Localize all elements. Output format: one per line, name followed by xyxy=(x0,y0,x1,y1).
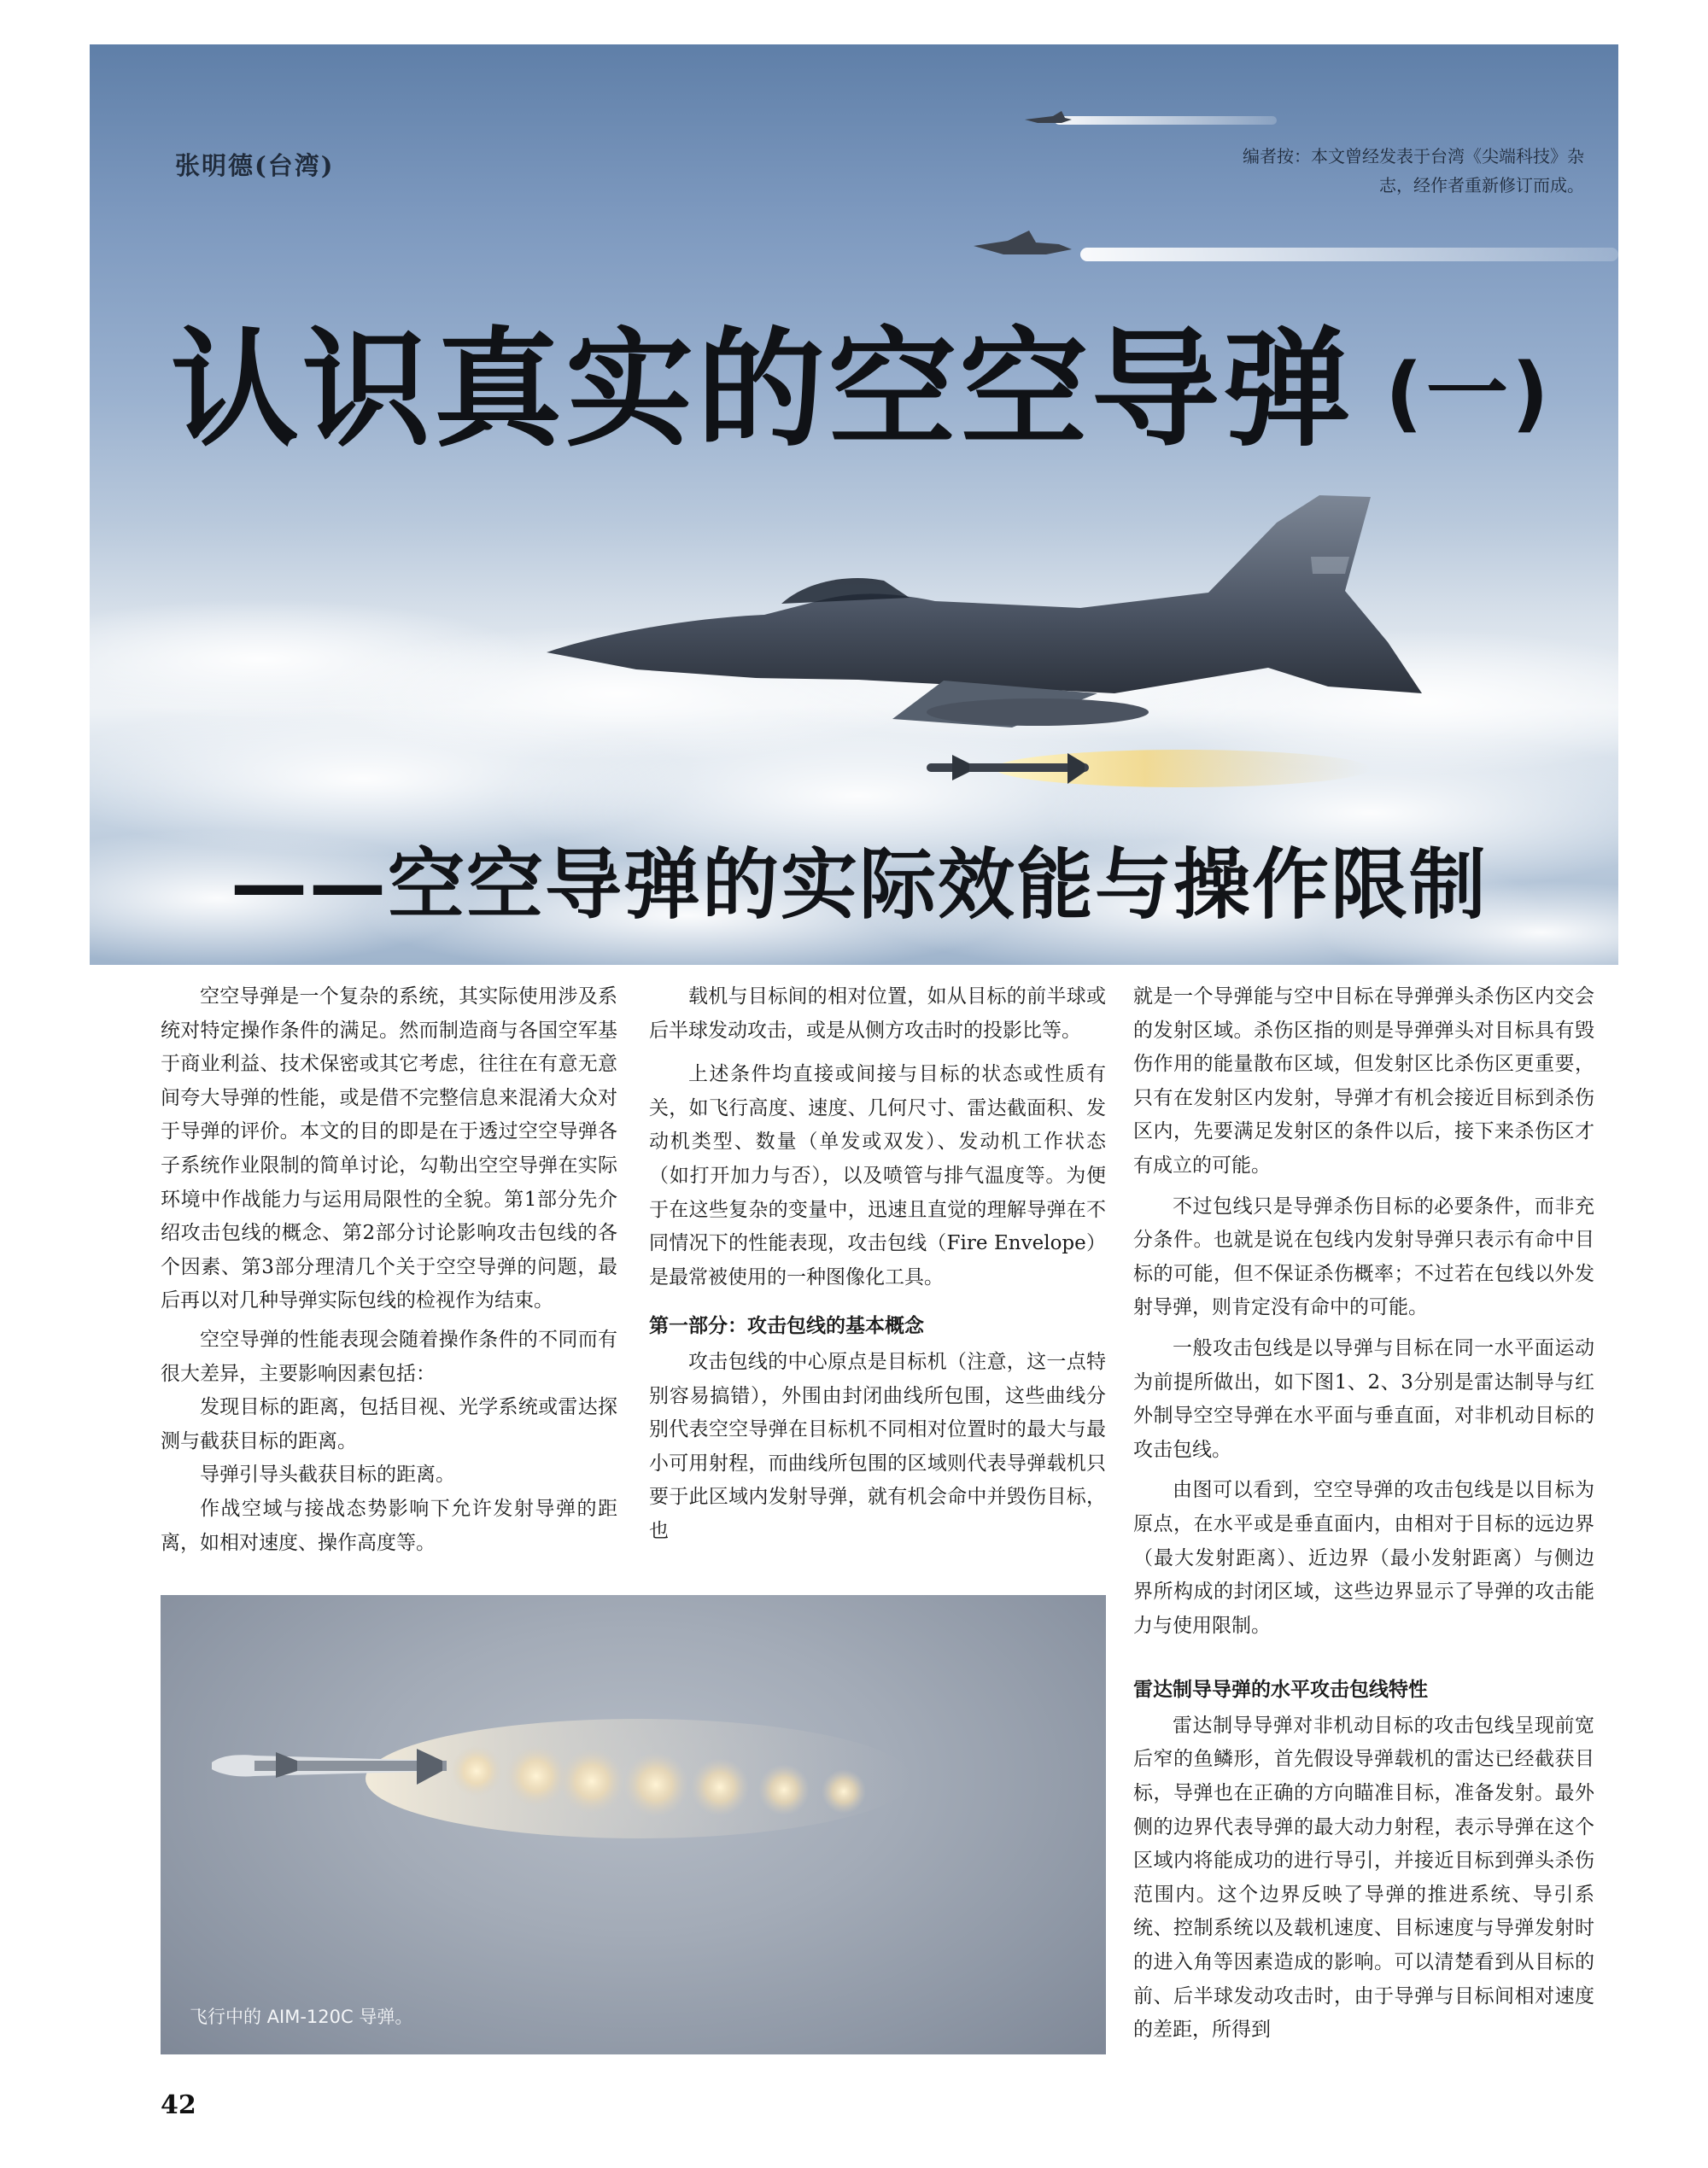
distant-jet-icon xyxy=(1025,111,1277,125)
paragraph: 导弹引导头截获目标的距离。 xyxy=(200,1464,455,1487)
photo-caption: 飞行中的 AIM-120C 导弹。 xyxy=(190,2007,413,2027)
paragraph: 不过包线只是导弹杀伤目标的必要条件，而非充分条件。也就是说在包线内发射导弹只表示有命中目标的可能，但不保证杀伤概率；不过若在包线以外发射导弹，则肯定没有命中的可能。 xyxy=(1133,1195,1594,1319)
paragraph: 一般攻击包线是以导弹与目标在同一水平面运动为前提所做出，如下图1、2、3分别是雷达制导与红外制导空空导弹在水平面与垂直面，对非机动目标的攻击包线。 xyxy=(1133,1336,1594,1461)
section-heading: 第一部分：攻击包线的基本概念 xyxy=(649,1315,924,1338)
article-title-text: 认识真实的空空导弹 xyxy=(171,316,1355,465)
missile-photo xyxy=(161,1595,1106,2054)
text-column-3 xyxy=(1133,980,1594,2048)
section-heading: 雷达制导导弹的水平攻击包线特性 xyxy=(1133,1679,1428,1702)
text-column-1 xyxy=(161,980,617,1560)
paragraph: 空空导弹是一个复杂的系统，其实际使用涉及系统对特定操作条件的满足。然而制造商与各国空军基于商业利益、技术保密或其它考虑，往往在有意无意间夸大导弹的性能，或是借不完整信息来混淆大众对于导弹的评价。本文的目的即是在于透过空空导弹各子系统作业限制的简单讨论，勾勒出空空导弹在实际环境中作战能力与运用局限性的全貌。第1部分先介绍攻击包线的概念、第2部分讨论影响攻击包线的各个因素、第3部分理清几个关于空空导弹的问题，最后再以对几种导弹实际包线的检视作为结束。 xyxy=(161,985,617,1312)
editor-note: 编者按：本文曾经发表于台湾《尖端科技》杂志，经作者重新修订而成。 xyxy=(1243,146,1584,196)
paragraph: 作战空域与接战态势影响下允许发射导弹的距离，如相对速度、操作高度等。 xyxy=(161,1497,617,1554)
paragraph: 空空导弹的性能表现会随着操作条件的不同而有很大差异，主要影响因素包括： xyxy=(161,1328,617,1385)
article-title xyxy=(171,318,1553,466)
paragraph: 由图可以看到，空空导弹的攻击包线是以目标为原点，在水平或是垂直面内，由相对于目标的远边界（最大发射距离）、近边界（最小发射距离）与侧边界所构成的封闭区域，这些边界显示了导弹的攻击能力与使用限制。 xyxy=(1133,1479,1594,1637)
article-subtitle: ——空空导弹的实际效能与操作限制 xyxy=(231,840,1488,930)
paragraph: 雷达制导导弹对非机动目标的攻击包线呈现前宽后窄的鱼鳞形，首先假设导弹载机的雷达已经截获目标，导弹也在正确的方向瞄准目标，准备发射。最外侧的边界代表导弹的最大动力射程，表示导弹在这个区域内将能成功的进行导引，并接近目标到弹头杀伤范围内。这个边界反映了导弹的推进系统、导引系统、控制系统以及载机速度、目标速度与导弹发射时的进入角等因素造成的影响。可以清楚看到从目标的前、后半球发动攻击时，由于导弹与目标间相对速度的差距，所得到 xyxy=(1133,1714,1594,2042)
paragraph: 上述条件均直接或间接与目标的状态或性质有关，如飞行高度、速度、几何尺寸、雷达截面积、发动机类型、数量（单发或双发）、发动机工作状态（如打开加力与否），以及喷管与排气温度等。为便于在这些复杂的变量中，迅速且直觉的理解导弹在不同情况下的性能表现，攻击包线（Fire Envelope）是最常被使用的一种图像化工具。 xyxy=(649,1063,1106,1289)
paragraph: 载机与目标间的相对位置，如从目标的前半球或后半球发动攻击，或是从侧方攻击时的投影比等。 xyxy=(649,985,1106,1042)
text-column-2 xyxy=(649,980,1106,1549)
missile-illustration xyxy=(161,1595,1106,2054)
article-part-label: (一) xyxy=(1385,346,1553,441)
hero-banner xyxy=(90,44,1618,965)
paragraph: 就是一个导弹能与空中目标在导弹弹头杀伤区内交会的发射区域。杀伤区指的则是导弹弹头对目标具有毁伤作用的能量散布区域，但发射区比杀伤区更重要，只有在发射区内发射，导弹才有机会接近目标到杀伤区内，先要满足发射区的条件以后，接下来杀伤区才有成立的可能。 xyxy=(1133,985,1594,1177)
paragraph: 发现目标的距离，包括目视、光学系统或雷达探测与截获目标的距离。 xyxy=(161,1396,617,1452)
exhaust-plume xyxy=(366,1719,912,1838)
distant-jet-icon xyxy=(974,231,1618,261)
paragraph: 攻击包线的中心原点是目标机（注意，这一点特别容易搞错），外围由封闭曲线所包围，这些曲线分别代表空空导弹在目标机不同相对位置时的最大与最小可用射程，而曲线所包围的区域则代表导弹载机只要于此区域内发射导弹，就有机会命中并毁伤目标，也 xyxy=(649,1350,1106,1542)
author-name: 张明德(台湾) xyxy=(175,151,335,180)
page-number: 42 xyxy=(161,2090,196,2120)
